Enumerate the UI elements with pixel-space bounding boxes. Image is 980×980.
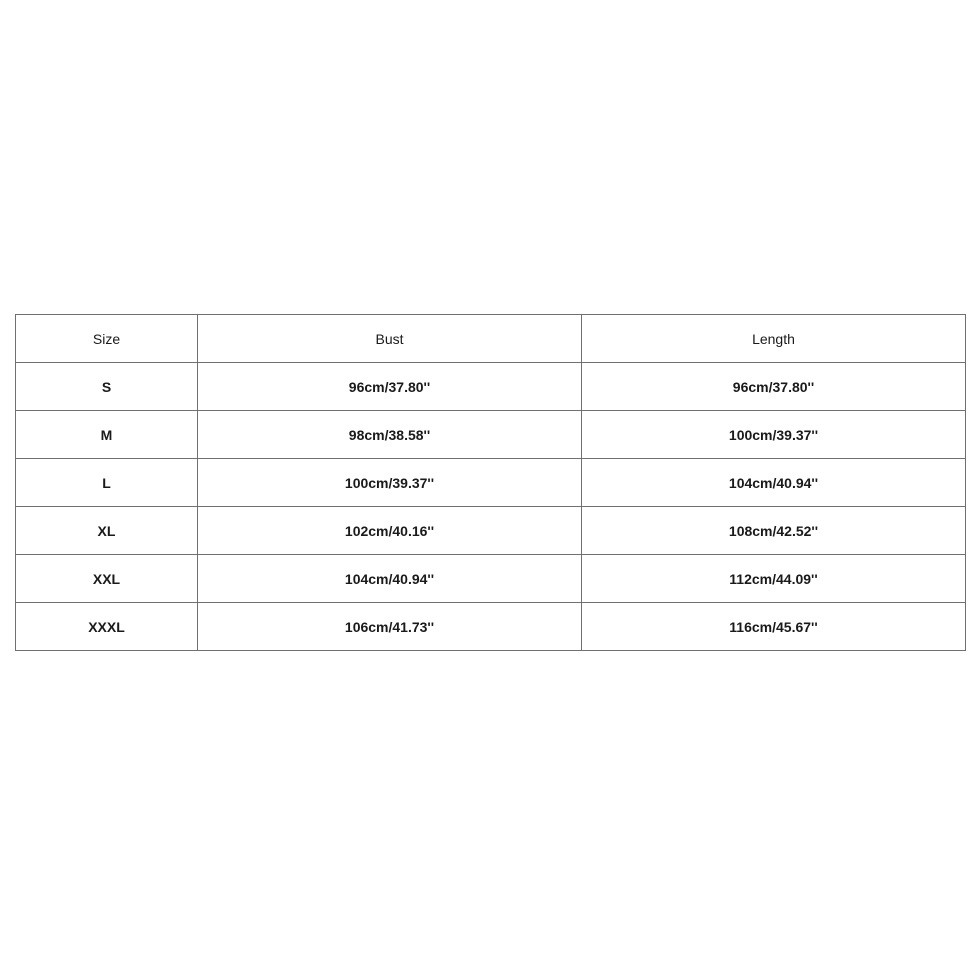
bust-cell: 104cm/40.94'' (198, 555, 582, 603)
header-size: Size (16, 315, 198, 363)
table-row (16, 507, 966, 555)
size-chart-table (15, 314, 966, 651)
size-cell: S (16, 363, 198, 411)
header-bust: Bust (198, 315, 582, 363)
table-row (16, 363, 966, 411)
table-row (16, 603, 966, 651)
size-cell: XXXL (16, 603, 198, 651)
length-cell: 104cm/40.94'' (582, 459, 966, 507)
length-cell: 116cm/45.67'' (582, 603, 966, 651)
table-body (16, 363, 966, 651)
table-row (16, 459, 966, 507)
size-cell: XXL (16, 555, 198, 603)
length-cell: 96cm/37.80'' (582, 363, 966, 411)
table-row (16, 555, 966, 603)
bust-cell: 100cm/39.37'' (198, 459, 582, 507)
bust-cell: 98cm/38.58'' (198, 411, 582, 459)
header-row (16, 315, 966, 363)
length-cell: 100cm/39.37'' (582, 411, 966, 459)
table-header (16, 315, 966, 363)
bust-cell: 102cm/40.16'' (198, 507, 582, 555)
bust-cell: 106cm/41.73'' (198, 603, 582, 651)
bust-cell: 96cm/37.80'' (198, 363, 582, 411)
size-cell: L (16, 459, 198, 507)
header-length: Length (582, 315, 966, 363)
length-cell: 108cm/42.52'' (582, 507, 966, 555)
length-cell: 112cm/44.09'' (582, 555, 966, 603)
table-row (16, 411, 966, 459)
size-cell: XL (16, 507, 198, 555)
size-cell: M (16, 411, 198, 459)
